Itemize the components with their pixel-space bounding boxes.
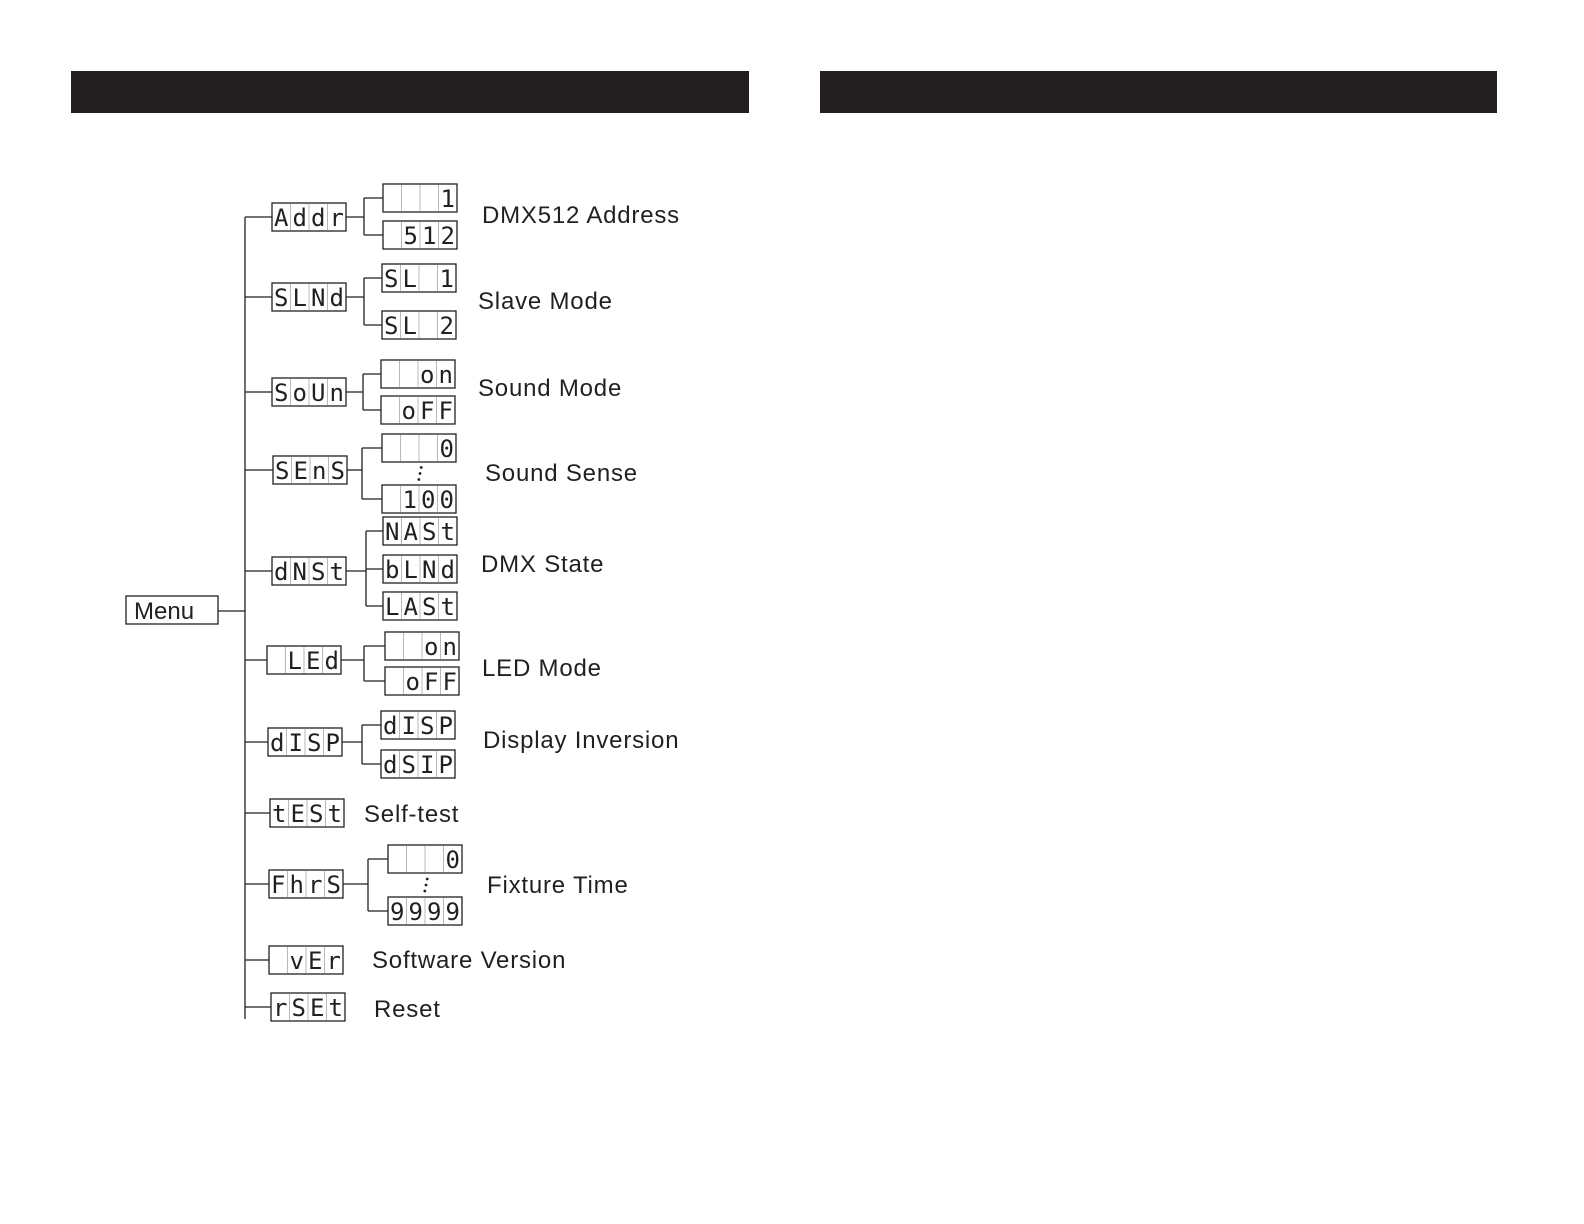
lcd-digit: 2 bbox=[440, 222, 455, 250]
description-sens: Sound Sense bbox=[485, 460, 638, 487]
lcd-digit: d bbox=[383, 712, 398, 740]
lcd-digit: t bbox=[328, 994, 343, 1022]
menu-code-soun bbox=[272, 378, 346, 407]
option-box bbox=[381, 360, 455, 389]
lcd-digit: N bbox=[311, 284, 326, 312]
lcd-digit: I bbox=[288, 729, 303, 757]
description-addr: DMX512 Address bbox=[482, 202, 680, 229]
lcd-digit: d bbox=[311, 204, 326, 232]
lcd-digit: S bbox=[311, 558, 326, 586]
lcd-digit: F bbox=[420, 397, 435, 425]
lcd-digit: n bbox=[438, 361, 453, 389]
menu-code-dnst bbox=[272, 557, 346, 586]
menu-code-sens bbox=[273, 456, 347, 485]
lcd-digit: d bbox=[329, 284, 344, 312]
lcd-digit: S bbox=[384, 312, 399, 340]
menu-code-ver bbox=[269, 946, 343, 975]
option-box bbox=[381, 711, 455, 740]
lcd-digit: 1 bbox=[402, 486, 417, 514]
menu-root bbox=[126, 596, 218, 625]
lcd-digit: N bbox=[422, 556, 437, 584]
lcd-digit: n bbox=[329, 379, 344, 407]
option-box bbox=[383, 517, 457, 546]
menu-code-addr bbox=[272, 203, 346, 232]
description-led: LED Mode bbox=[482, 655, 602, 682]
lcd-digit: t bbox=[327, 800, 342, 828]
menu-label: Menu bbox=[134, 598, 195, 625]
lcd-digit: S bbox=[326, 871, 341, 899]
menu-code-led bbox=[267, 646, 341, 675]
lcd-digit: 1 bbox=[440, 185, 455, 213]
description-disp: Display Inversion bbox=[483, 727, 680, 754]
option-box bbox=[385, 632, 459, 661]
menu-code-rset bbox=[271, 993, 345, 1022]
lcd-digit: F bbox=[442, 668, 457, 696]
description-ver: Software Version bbox=[372, 947, 567, 974]
lcd-digit: n bbox=[312, 457, 327, 485]
lcd-digit: t bbox=[440, 593, 455, 621]
lcd-digit: h bbox=[289, 871, 304, 899]
lcd-digit: 2 bbox=[439, 312, 454, 340]
lcd-digit: 9 bbox=[445, 898, 460, 926]
lcd-digit: d bbox=[383, 751, 398, 779]
lcd-digit: A bbox=[403, 518, 418, 546]
range-ellipsis bbox=[423, 878, 428, 893]
lcd-digit: S bbox=[275, 457, 290, 485]
option-box bbox=[383, 592, 457, 621]
lcd-digit: b bbox=[385, 556, 400, 584]
option-box bbox=[388, 897, 462, 926]
lcd-digit: S bbox=[420, 712, 435, 740]
lcd-digit: S bbox=[422, 593, 437, 621]
lcd-digit: E bbox=[290, 800, 305, 828]
description-fhrs: Fixture Time bbox=[487, 872, 629, 899]
lcd-digit: L bbox=[287, 647, 302, 675]
lcd-digit: 0 bbox=[445, 846, 460, 874]
range-ellipsis bbox=[417, 466, 422, 481]
lcd-digit: 9 bbox=[408, 898, 423, 926]
lcd-digit: t bbox=[329, 558, 344, 586]
lcd-digit: 1 bbox=[422, 222, 437, 250]
description-test: Self-test bbox=[364, 801, 460, 828]
menu-code-slnd bbox=[272, 283, 346, 312]
lcd-digit: t bbox=[440, 518, 455, 546]
menu-code-test bbox=[270, 799, 344, 828]
lcd-digit: o bbox=[292, 379, 307, 407]
description-slnd: Slave Mode bbox=[478, 288, 613, 315]
option-box bbox=[385, 667, 459, 696]
option-box bbox=[382, 311, 456, 340]
lcd-digit: E bbox=[310, 994, 325, 1022]
lcd-digit: L bbox=[402, 312, 417, 340]
lcd-digit: A bbox=[403, 593, 418, 621]
lcd-digit: 0 bbox=[421, 486, 436, 514]
lcd-digit: L bbox=[385, 593, 400, 621]
lcd-digit: r bbox=[273, 994, 288, 1022]
option-box bbox=[381, 750, 455, 779]
lcd-digit: L bbox=[403, 556, 418, 584]
lcd-digit: S bbox=[422, 518, 437, 546]
lcd-digit: d bbox=[292, 204, 307, 232]
lcd-digit: P bbox=[438, 751, 453, 779]
description-rset: Reset bbox=[374, 996, 441, 1023]
lcd-digit: o bbox=[420, 361, 435, 389]
lcd-digit: r bbox=[326, 947, 341, 975]
lcd-digit: 5 bbox=[403, 222, 418, 250]
lcd-digit: P bbox=[325, 729, 340, 757]
lcd-digit: N bbox=[292, 558, 307, 586]
lcd-digit: o bbox=[401, 397, 416, 425]
lcd-digit: o bbox=[424, 633, 439, 661]
lcd-digit: o bbox=[405, 668, 420, 696]
lcd-digit: v bbox=[289, 947, 304, 975]
lcd-digit: E bbox=[293, 457, 308, 485]
lcd-digit: r bbox=[308, 871, 323, 899]
lcd-digit: d bbox=[270, 729, 285, 757]
option-box bbox=[381, 396, 455, 425]
option-box bbox=[382, 434, 456, 463]
lcd-digit: 0 bbox=[439, 435, 454, 463]
menu-code-fhrs bbox=[269, 870, 343, 899]
lcd-digit: d bbox=[440, 556, 455, 584]
lcd-digit: S bbox=[401, 751, 416, 779]
menu-code-disp bbox=[268, 728, 342, 757]
lcd-digit: S bbox=[307, 729, 322, 757]
lcd-digit: E bbox=[306, 647, 321, 675]
lcd-digit: U bbox=[311, 379, 326, 407]
option-box bbox=[383, 221, 457, 250]
lcd-digit: 1 bbox=[439, 265, 454, 293]
lcd-digit: n bbox=[442, 633, 457, 661]
lcd-digit: N bbox=[385, 518, 400, 546]
lcd-digit: S bbox=[291, 994, 306, 1022]
description-soun: Sound Mode bbox=[478, 375, 623, 402]
lcd-digit: S bbox=[274, 284, 289, 312]
lcd-digit: I bbox=[401, 712, 416, 740]
lcd-digit: 9 bbox=[390, 898, 405, 926]
lcd-digit: L bbox=[292, 284, 307, 312]
lcd-digit: d bbox=[274, 558, 289, 586]
lcd-digit: 0 bbox=[439, 486, 454, 514]
lcd-digit: S bbox=[330, 457, 345, 485]
option-box bbox=[382, 485, 456, 514]
lcd-digit: t bbox=[272, 800, 287, 828]
option-box bbox=[388, 845, 462, 874]
lcd-digit: L bbox=[402, 265, 417, 293]
lcd-digit: S bbox=[384, 265, 399, 293]
lcd-digit: E bbox=[308, 947, 323, 975]
option-box bbox=[382, 264, 456, 293]
description-dnst: DMX State bbox=[481, 551, 605, 578]
lcd-digit: S bbox=[274, 379, 289, 407]
lcd-digit: F bbox=[271, 871, 286, 899]
lcd-digit: A bbox=[274, 204, 289, 232]
lcd-digit: F bbox=[438, 397, 453, 425]
lcd-digit: P bbox=[438, 712, 453, 740]
lcd-digit: d bbox=[324, 647, 339, 675]
lcd-digit: 9 bbox=[427, 898, 442, 926]
lcd-digit: I bbox=[420, 751, 435, 779]
option-box bbox=[383, 555, 457, 584]
lcd-digit: r bbox=[329, 204, 344, 232]
lcd-digit: S bbox=[309, 800, 324, 828]
lcd-digit: F bbox=[424, 668, 439, 696]
option-box bbox=[383, 184, 457, 213]
